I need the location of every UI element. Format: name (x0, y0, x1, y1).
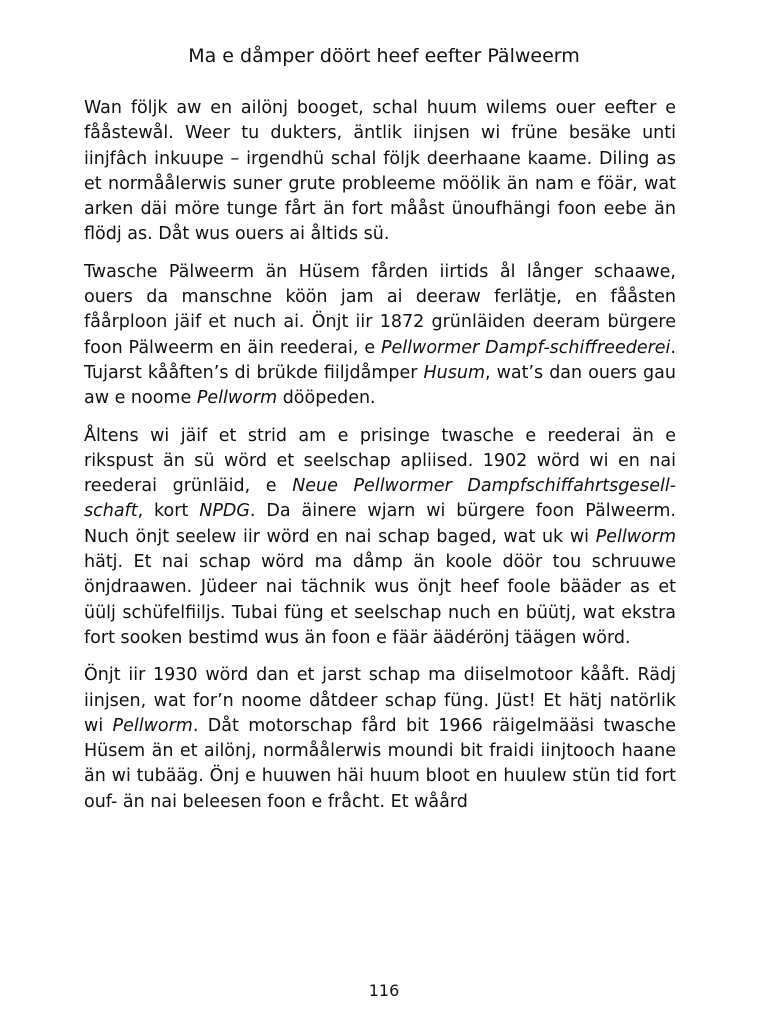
italic-text-run: Pellwormer Dampf-schiffreederei (380, 337, 671, 358)
paragraph (84, 663, 676, 815)
text-run: Önjt iir 1930 wörd dan et jarst schap ma diiselmotoor kååft. Rädj iinjsen, wat for’n noome dåtdeer schap füng. Jüst! Et hätj natörlik wi (84, 665, 676, 736)
italic-text-run: Pellworm (595, 526, 676, 547)
page-number: 116 (368, 981, 400, 1000)
italic-text-run: Pellworm (196, 388, 278, 409)
paragraph (84, 96, 676, 248)
text-run: Twasche Pälweerm än Hüsem fården iirtids ål långer schaawe, ouers da manschne köön jam ai deeraw ferlätje, en fååsten fåårploon jäif et nuch ai. Önjt iir 1872 grünläiden deeram bürgere foon Pälweerm en äin reederai, e (84, 261, 676, 358)
text-run: Åltens wi jäif et strid am e prisinge twasche e reederai än e rikspust än sü wörd et seelschap apliised. 1902 wörd wi en nai reederai grünläid, e (84, 425, 676, 497)
body-text (84, 96, 676, 815)
italic-text-run: Pellworm (112, 715, 193, 736)
text-run: . Tujarst kååften’s di brükde fiiljdåmper (84, 337, 676, 383)
text-run: , kort (137, 501, 200, 522)
text-run: hätj. Et nai schap wörd ma dåmp än koole döör tou schruuwe önjdraawen. Jüdeer nai tächnik wus önjt heef foole bääder as et üülj schüfelfiiljs. Tubai füng et seelschap nuch en büütj, wat ekstra fort sooken bestimd wus än foon e fäär äädérönj täägen wörd. (84, 552, 676, 648)
italic-text-run: NPDG (199, 501, 250, 522)
italic-text-run: Husum (423, 362, 485, 383)
italic-text-run: Neue Pellwormer Dampfschiffahrtsgesell-schaft (84, 476, 677, 522)
text-run: , wat’s dan ouers gau aw e noome (84, 362, 676, 409)
text-run: . Dåt motorschap fård bit 1966 räigelmääsi twasche Hüsem än et ailönj, normåålerwis moundi bit fraidi iinjtooch haane än wi tubääg. Önj e huuwen häi huum bloot en huulew stün tid fort ouf- än nai beleesen foon e fråcht. Et wåård (84, 715, 676, 812)
text-run: Wan följk aw en ailönj booget, schal huum wilems ouer eefter e fååstewål. Weer tu dukters, äntlik iinjsen wi früne besäke unti iinjfâch inkuupe – irgendhü schal följk deerhaane kaame. Diling as et normåålerwis suner grute probleeme möölik än nam e föär, wat arken däi möre tunge fårt än fort mååst ünoufhängi foon eebe än flödj as. Dåt wus ouers ai åltids sü. (84, 98, 676, 245)
paragraph (84, 424, 676, 652)
paragraph (84, 260, 676, 412)
text-run: dööpeden. (277, 388, 376, 409)
text-run: . Da äinere wjarn wi bürgere foon Pälweerm. Nuch önjt seelew iir wörd en nai schap baged, wat uk wi (84, 501, 676, 547)
page-title: Ma e dåmper döört heef eefter Pälweerm (188, 45, 580, 67)
